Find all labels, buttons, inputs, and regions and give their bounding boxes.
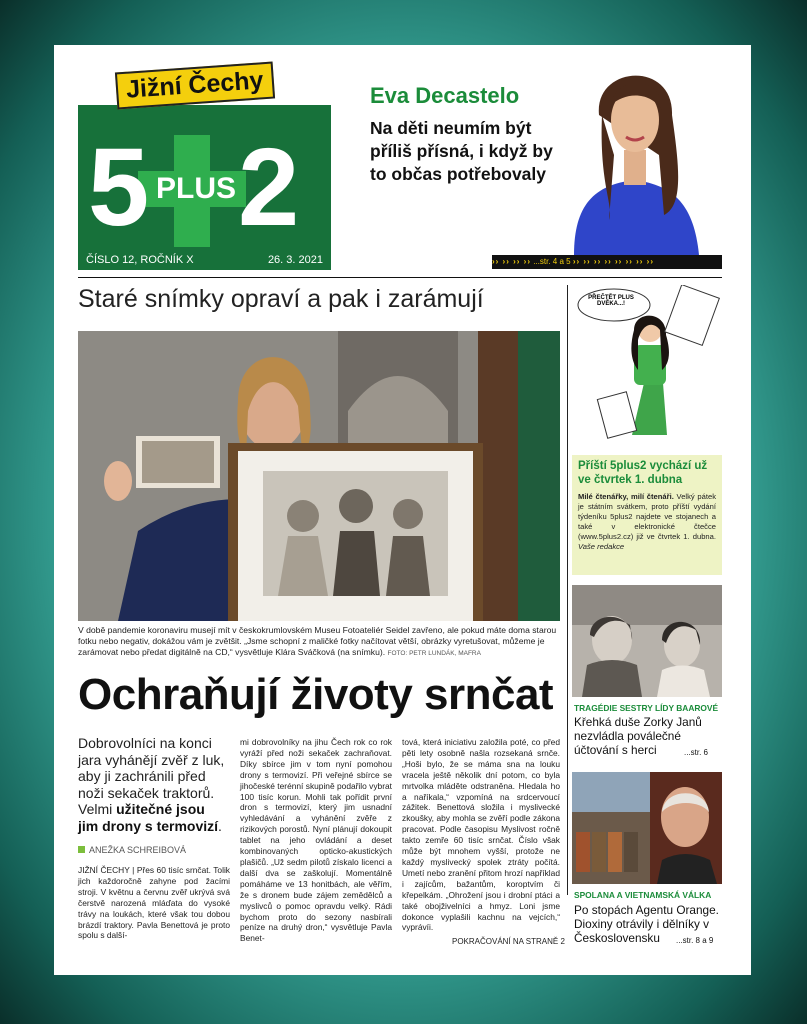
masthead-divider [78, 277, 722, 278]
promo-text: Velký pátek je státním svátkem, proto příští vydání týdeníku 5plus2 najdete ve stojanech a také v elektronické čtečce (www.5plus2.cz) již ve čtvrtek 1. dubna. [578, 492, 716, 541]
story1-title[interactable]: Křehká duše Zorky Janů nezvládla poválečné účtování s herci [574, 715, 702, 757]
issue-number: ČÍSLO 12, ROČNÍK X [86, 254, 194, 266]
byline [78, 845, 186, 855]
main-story-lead [78, 735, 228, 834]
feature-pages: ...str. 4 a 5 [533, 257, 571, 266]
promo-title: Příští 5plus2 vychází už ve čtvrtek 1. dubna [578, 460, 708, 486]
chevrons-icon: ›› ›› ›› ›› [492, 257, 531, 266]
lead-end: . [218, 817, 222, 834]
article-column-3: tová, která iniciativu založila poté, co před pěti lety osobně našla rozsekaná srnče. „Hoši bylo, že se máma sna na louku vracela ještě několik dní potom, co byla mrtvolka mláděte odstraněna. Hledala ho a naříkala,“ vzpomíná na srdcervoucí zážitek. Benettová složila i myslivecké zkoušky, aby mohla se zvěří podle zákona pracovat. Podle časopisu Myslivost ročně takto zemře 60 tisíc srnčat. Číslo však může být mnohem vyšší, protože ne každý myslivecký spolek ztráty počítá. Umetí nebo zranění přitom hrozí například i zajícům, bažantům, koroptvím či křepelkám. „Ohrožení jsou i drobní ptáci a také obojživelníci a hmyz. Loni jsme dokonce vyplašili kachnu na vejcích,“ vyprávíi. [402, 737, 560, 933]
issue-date: 26. 3. 2021 [267, 254, 323, 266]
logo-two: 2 [238, 126, 300, 249]
main-story-headline[interactable]: Ochraňují životy srnčat [78, 670, 554, 719]
newspaper-page [54, 45, 751, 975]
promo-signature: Vaše redakce [578, 542, 625, 551]
photo-credit: FOTO: PETR LUNDÁK, MAFRA [387, 650, 481, 657]
story1-photo [572, 585, 722, 697]
top-story-headline[interactable]: Staré snímky opraví a pak i zarámují [78, 285, 484, 313]
article-column-1: JIŽNÍ ČECHY | Přes 60 tisíc srnčat. Tolik jich každoročně zahyne pod žacími stroji. V květnu a červnu zvěř ukrývá svá čerstvě narozená mláďata do vysoké trávy na loukách, které však tou dobou brázdí traktory. Pavla Benettová je proto spolu s další- [78, 865, 230, 941]
feature-portrait [554, 55, 714, 255]
feature-quote[interactable]: Na děti neumím být příliš přísná, i když by to občas potřebovaly [370, 118, 553, 184]
story1-kicker: TRAGÉDIE SESTRY LÍDY BAAROVÉ [574, 703, 719, 713]
promo-box[interactable] [572, 455, 722, 575]
story2-page[interactable]: ...str. 8 a 9 [676, 936, 714, 945]
byline-author: ANEŽKA SCHREIBOVÁ [89, 845, 187, 855]
promo-greeting: Milé čtenářky, milí čtenáři. [578, 492, 674, 501]
logo-plus: PLUS [156, 172, 237, 205]
continued-link[interactable]: POKRAČOVÁNÍ NA STRANĚ 2 [452, 937, 565, 946]
story2-title[interactable]: Po stopách Agentu Orange. Dioxiny otrávily i dělníky v Československu [574, 903, 719, 945]
chevrons-right-icon: ›› ›› ›› ›› ›› ›› ›› ›› [572, 257, 654, 266]
speech-bubble: PŘEČTĚT PLUS DVĚKA...! [588, 295, 634, 307]
story1-page[interactable]: ...str. 6 [684, 748, 709, 757]
story2-photo [572, 772, 722, 884]
feature-name[interactable]: Eva Decastelo [370, 83, 520, 108]
article-column-2: mi dobrovolníky na jihu Čech rok co rok vyráží před noži sekaček zachraňovat. Díky sbírce jim v tom nyní pomohou drony s termovizí. Při veřejné sbírce se jihočeské terénní skupině podařilo vybrat 100 tisíc korun. Mohli tak pořídit první dron s termovizí, který jim usnadní vyhledávání a vyhánění zvěře z rizikových porostů. Nyní plánují dokoupit tablet na jeho ovládání a deset kombinovaných opticko-akustických plašičů. „Už sedm pilotů získalo licenci a další dva se zaškolují. Momentálně pomáháme ve 13 honitbách, ale věřím, že s dronem bude zájem zemědělců a myslivců o pomoc opravdu velký. Rádi bychom proto do sezony nasbírali peníze na druhý dron,“ vysvětluje Pavla Benet- [240, 737, 392, 944]
byline-square-icon [78, 846, 85, 853]
top-story-photo [78, 331, 560, 621]
top-story-caption [78, 625, 560, 659]
caption-text: V době pandemie koronaviru musejí mít v českokrumlovském Museu Fotoateliér Seidel zavřeno, ale pokud máte doma starou fotku nebo negativ, dokážou vám je zvětšit. „Jsme schopní z maličké fotky načítovat větší, obrázky vyretušovat, můžeme je zarámovat nebo předat digitálně na CD,“ vysvětluje Klára Sváčková (na snímku). [78, 625, 557, 657]
lead-text: Dobrovolníci na konci jara vyhánějí zvěř z luk, aby ji zachránili před noži sekaček traktorů. Velmi [78, 735, 225, 817]
sidebar-divider [567, 285, 568, 895]
promo-body [578, 492, 716, 552]
feature-page-ref[interactable] [492, 255, 722, 269]
promo-illustration [572, 285, 722, 455]
logo-five: 5 [88, 126, 150, 249]
masthead-logo[interactable] [78, 105, 331, 270]
issue-info [86, 254, 323, 266]
lead-bold: užitečné jsou jim drony s termovizí [78, 801, 219, 834]
region-label: Jižní Čechy [115, 62, 275, 110]
story2-kicker: SPOLANA A VIETNAMSKÁ VÁLKA [574, 890, 712, 900]
